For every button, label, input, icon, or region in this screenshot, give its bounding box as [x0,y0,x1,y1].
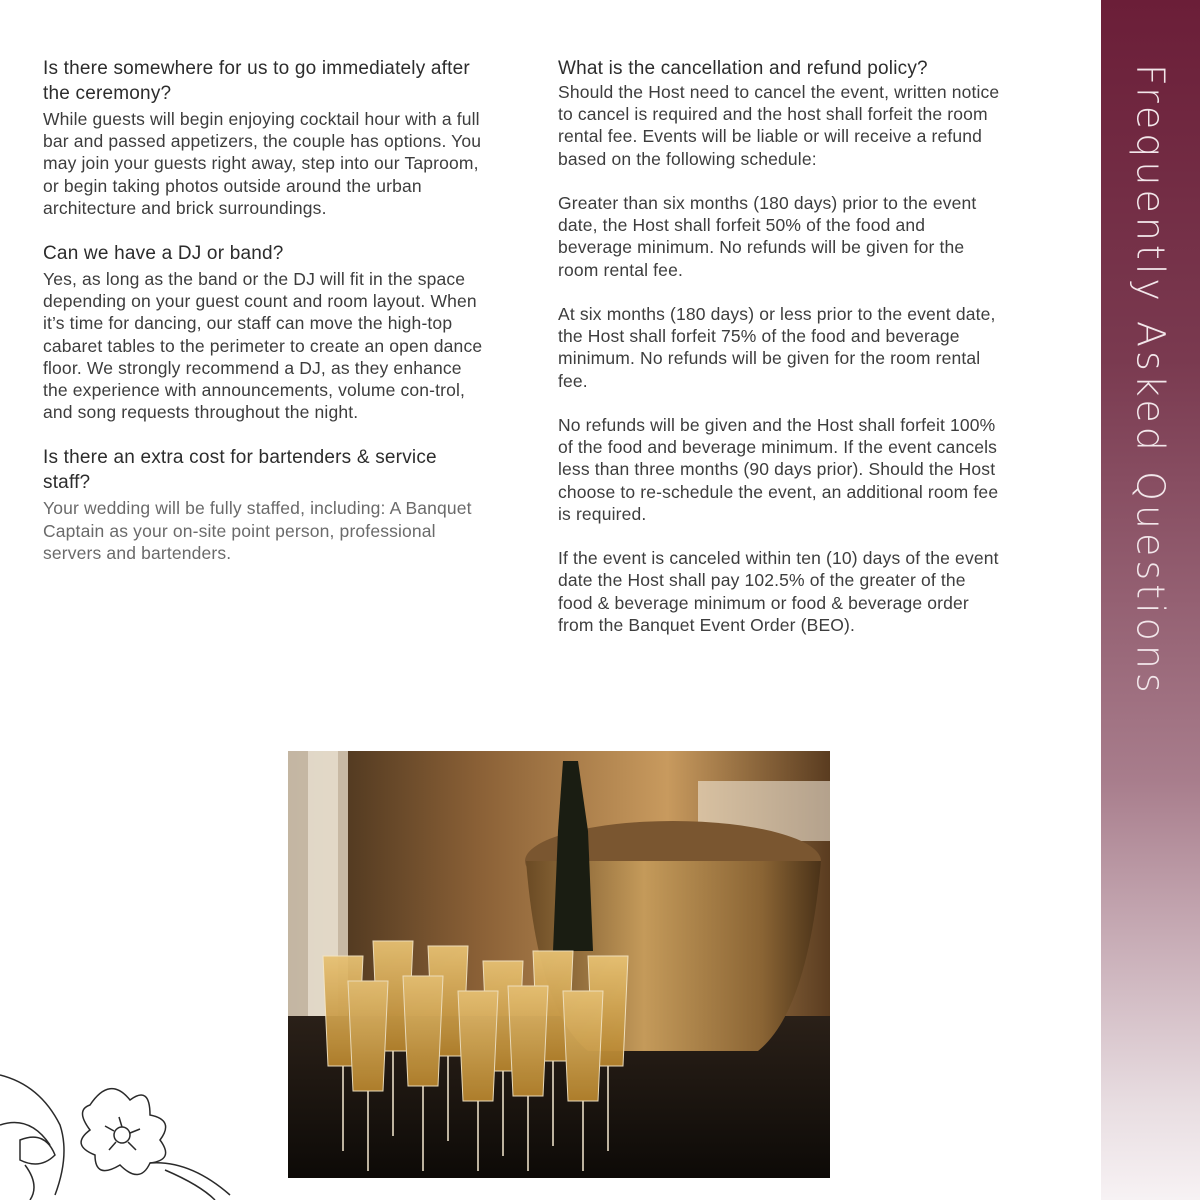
policy-paragraph: At six months (180 days) or less prior to the event date, the Host shall forfeit 75% of the food and beverage minimum. No refunds will be given for the room rental fee. [558,304,996,391]
faq-left-column [43,56,488,586]
policy-paragraph: No refunds will be given and the Host shall forfeit 100% of the food and beverage minimum. If the event cancels less than three months (90 days prior). Should the Host choose to re-schedule the event, an additional room fee is required. [558,415,999,524]
faq-question-cancellation: What is the cancellation and refund policy? [558,58,928,79]
faq-item-ceremony [43,56,488,219]
policy-paragraph: If the event is canceled within ten (10) days of the event date the Host shall pay 102.5% of the greater of the food & beverage minimum or food & beverage order from the Banquet Event Order (BEO). [558,548,999,635]
policy-paragraph: Greater than six months (180 days) prior to the event date, the Host shall forfeit 50% of the food and beverage minimum. No refunds will be given for the room rental fee. [558,193,977,280]
faq-question: Is there an extra cost for bartenders & service staff? [43,447,437,494]
faq-question: Is there somewhere for us to go immediately after the ceremony? [43,58,470,104]
faq-right-column [558,56,1003,658]
sidebar-band [1101,0,1200,1200]
faq-item-staff-cost [43,445,488,564]
policy-paragraph: Should the Host need to cancel the event, written notice to cancel is required and the host shall forfeit the room rental fee. Events will be liable or will receive a refund based on the following schedule: [558,82,1000,169]
champagne-glasses-photo [288,751,830,1178]
faq-item-dj-band [43,241,488,423]
sidebar-title: Frequently Asked Questions [1128,64,1173,697]
faq-answer: While guests will begin enjoying cocktail hour with a full bar and passed appetizers, the couple has options. You may join your guests right away, step into our Taproom, or begin taking photos outside around the urban architecture and brick surroundings. [43,109,482,218]
champagne-photo-icon [288,751,830,1178]
faq-answer: Your wedding will be fully staffed, including: A Banquet Captain as your on-site point person, professional servers and bartenders. [43,498,472,563]
faq-answer: Yes, as long as the band or the DJ will fit in the space depending on your guest count and room layout. When it’s time for dancing, our staff can move the high-top cabaret tables to the perimeter to create an open dance floor. We strongly recommend a DJ, as they enhance the experience with announcements, volume con-trol, and song requests throughout the night. [43,269,483,423]
faq-question: Can we have a DJ or band? [43,243,284,265]
floral-illustration-icon [0,1045,235,1200]
